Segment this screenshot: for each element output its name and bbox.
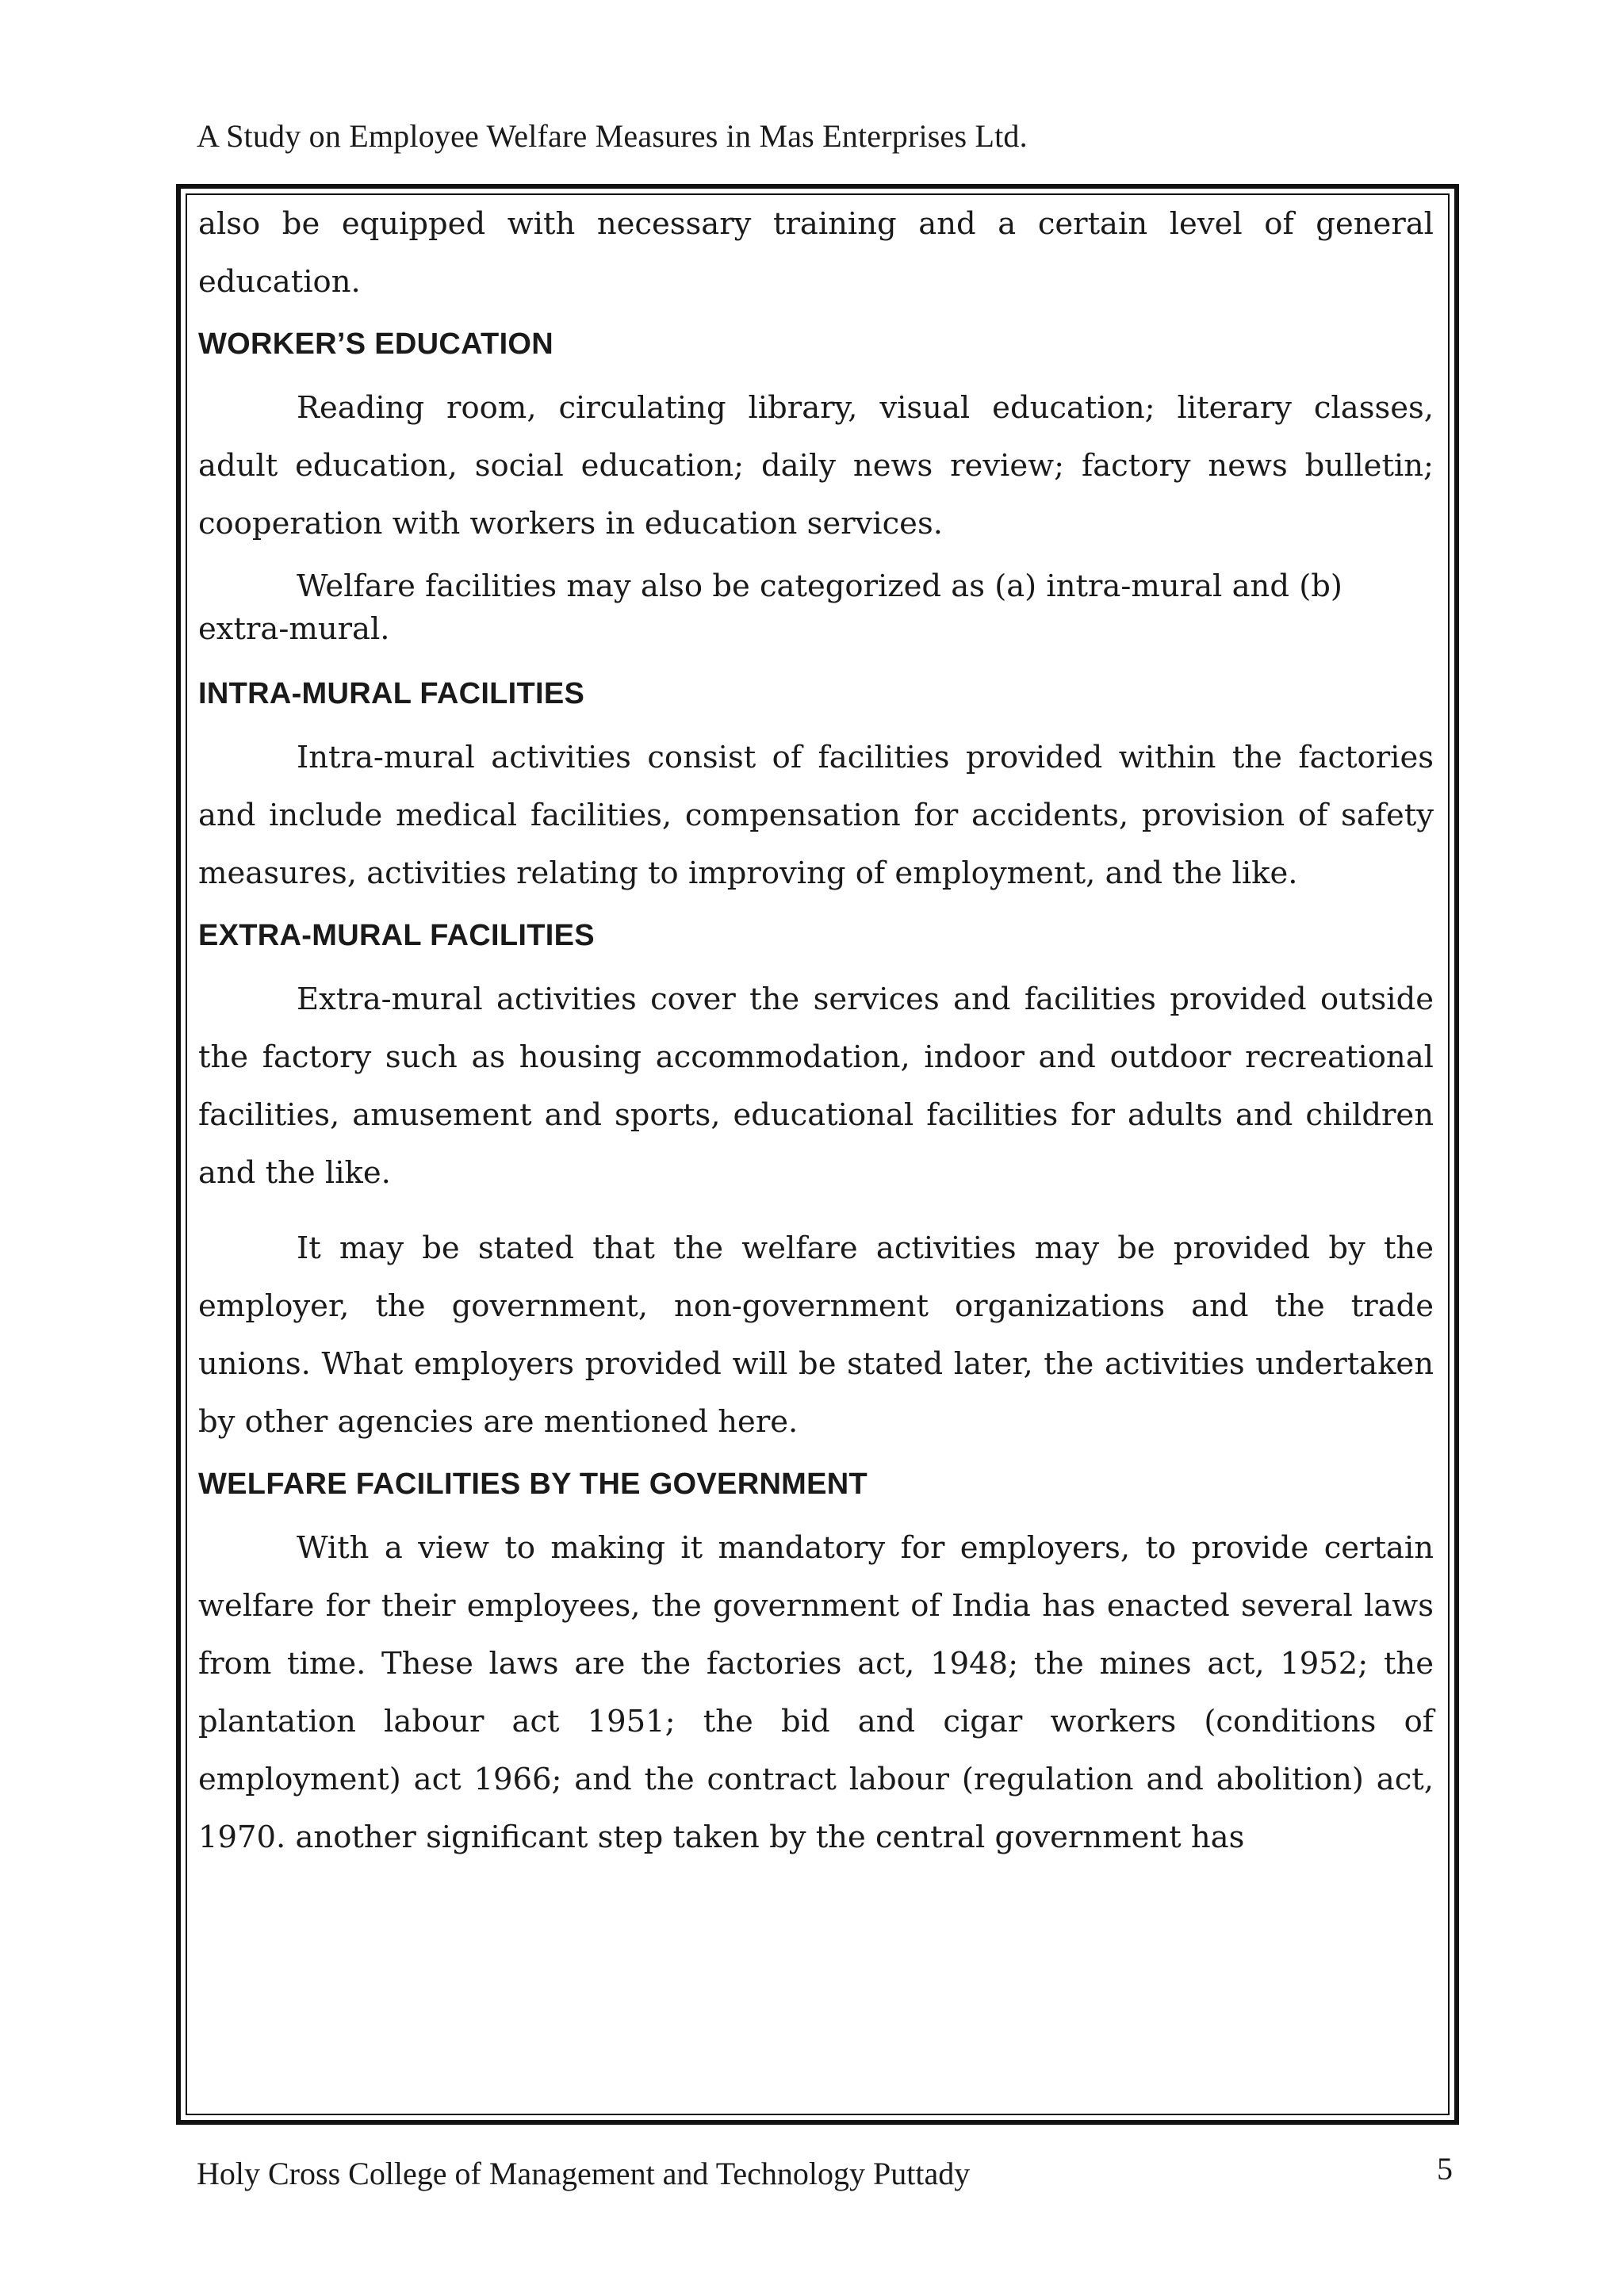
heading-government: WELFARE FACILITIES BY THE GOVERNMENT [198,1468,868,1501]
heading-intra-mural: INTRA-MURAL FACILITIES [198,677,585,710]
heading-extra-mural: EXTRA-MURAL FACILITIES [198,919,595,952]
paragraph-intra-mural: Intra-mural activities consist of facilities provided within the factories and include medical facilities, compensation for accidents, provision of safety measures, activities relating to improving of employment, and the like. [198,740,1434,891]
paragraph-categorized: Welfare facilities may also be categorized as (a) intra-mural and (b) extra-mural. [198,568,1342,647]
paragraph-extra-mural: Extra-mural activities cover the services and facilities provided outside the factory such as housing accommodation, indoor and outdoor recreational facilities, amusement and sports, educational facilities for adults and children and the like. [198,982,1434,1191]
heading-workers-education: WORKER’S EDUCATION [198,327,554,361]
page-number: 5 [1437,2151,1453,2187]
page-content [198,195,1434,1866]
paragraph-intro: also be equipped with necessary training and a certain level of general education. [198,206,1434,300]
footer-institution: Holy Cross College of Management and Technology Puttady [197,2156,971,2191]
running-header: A Study on Employee Welfare Measures in Mas Enterprises Ltd. [197,118,1028,154]
paragraph-government: With a view to making it mandatory for employers, to provide certain welfare for their employees, the government of India has enacted several laws from time. These laws are the factories act, 1948; the mines act, 1952; the plantation labour act 1951; the bid and cigar workers (conditions of employment) act 1966; and the contract labour (regulation and abolition) act, 1970. another significant step taken by the central government has [198,1530,1434,1855]
paragraph-agencies: It may be stated that the welfare activities may be provided by the employer, the government, non-government organizations and the trade unions. What employers provided will be stated later, the activities undertaken by other agencies are mentioned here. [198,1230,1434,1440]
paragraph-workers-education: Reading room, circulating library, visual education; literary classes, adult education, social education; daily news review; factory news bulletin; cooperation with workers in education services. [198,390,1434,541]
